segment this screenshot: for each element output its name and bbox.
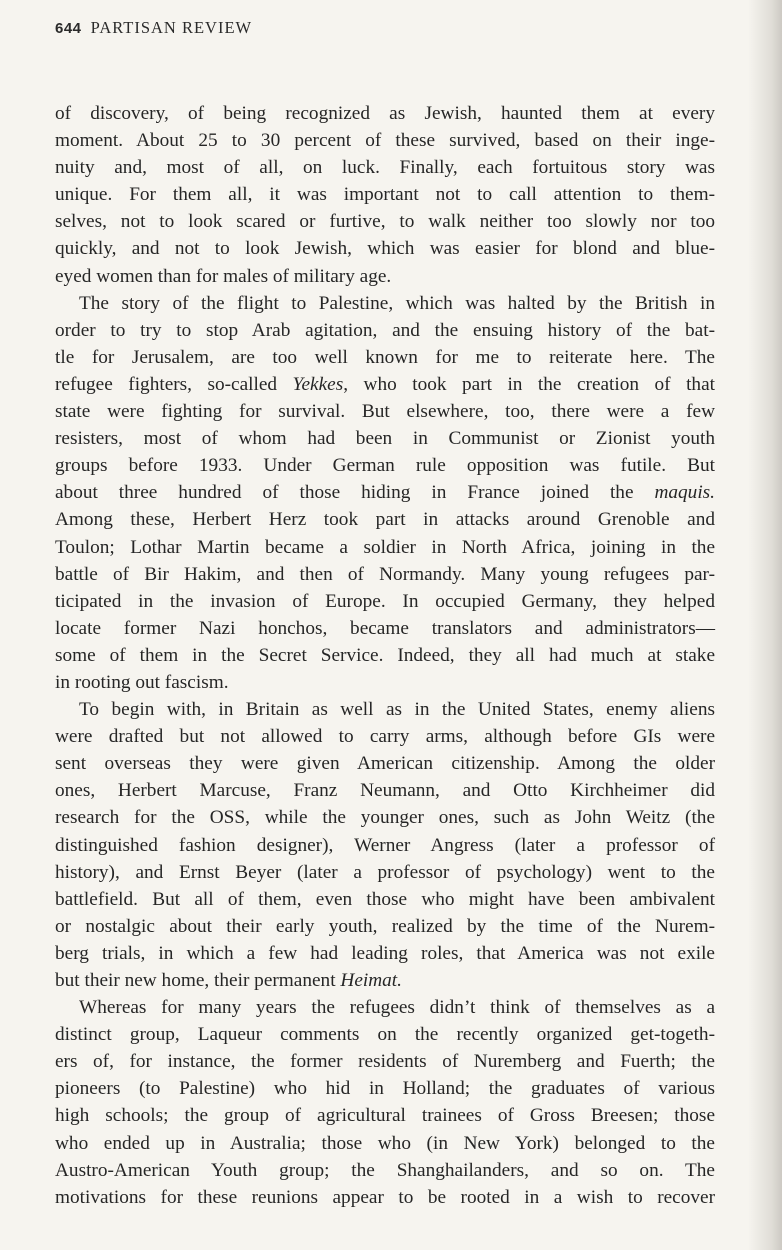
text-line	[55, 452, 715, 479]
text-line	[55, 967, 715, 994]
text-line	[55, 561, 715, 588]
text-line	[55, 696, 715, 723]
text-line	[55, 235, 715, 262]
text-line	[55, 371, 715, 398]
text-line	[55, 940, 715, 967]
text-run: motivations for these reunions appear to be rooted in a wish to recover	[55, 1186, 715, 1208]
text-run: order to try to stop Arab agitation, and the ensuing history of the bat-	[55, 319, 715, 341]
text-run: distinguished fashion designer), Werner Angress (later a professor of	[55, 834, 715, 856]
text-run: battlefield. But all of them, even those who might have been ambivalent	[55, 888, 715, 910]
text-line	[55, 669, 715, 696]
text-line	[55, 263, 715, 290]
paragraph	[55, 994, 715, 1211]
text-run: Austro-American Youth group; the Shanghailanders, and so on. The	[55, 1159, 715, 1181]
italic-term: maquis.	[654, 482, 715, 504]
text-run: The story of the flight to Palestine, which was halted by the British in	[79, 292, 715, 314]
text-run: about three hundred of those hiding in France joined the	[55, 482, 655, 504]
text-run: ers of, for instance, the former residents of Nuremberg and Fuerth; the	[55, 1051, 715, 1073]
text-line	[55, 1130, 715, 1157]
text-run: some of them in the Secret Service. Indeed, they all had much at stake	[55, 644, 715, 666]
page-number: 644	[55, 20, 82, 37]
text-run: locate former Nazi honchos, became translators and administrators—	[55, 617, 715, 639]
text-line	[55, 317, 715, 344]
article-body	[55, 100, 715, 1211]
text-line	[55, 804, 715, 831]
text-line	[55, 290, 715, 317]
text-line	[55, 832, 715, 859]
text-line	[55, 1184, 715, 1211]
text-line	[55, 398, 715, 425]
text-line	[55, 777, 715, 804]
text-run: moment. About 25 to 30 percent of these survived, based on their inge-	[55, 130, 715, 152]
text-line	[55, 1021, 715, 1048]
text-run: state were fighting for survival. But elsewhere, too, there were a few	[55, 401, 715, 423]
text-line	[55, 886, 715, 913]
text-line	[55, 1075, 715, 1102]
text-run: or nostalgic about their early youth, realized by the time of the Nurem-	[55, 915, 715, 937]
text-run: eyed women than for males of military age.	[55, 265, 392, 287]
text-run: unique. For them all, it was important not to call attention to them-	[55, 184, 715, 206]
text-run: tle for Jerusalem, are too well known for me to reiterate here. The	[55, 346, 715, 368]
text-run: , who took part in the creation of that	[343, 373, 715, 395]
text-line	[55, 534, 715, 561]
text-line	[55, 479, 715, 506]
text-run: nuity and, most of all, on luck. Finally, each fortuitous story was	[55, 157, 715, 179]
text-line	[55, 181, 715, 208]
running-header	[55, 18, 252, 38]
text-run: berg trials, in which a few had leading roles, that America was not exile	[55, 942, 715, 964]
page-gutter-shadow	[748, 0, 782, 1250]
text-line	[55, 723, 715, 750]
italic-term: Yekkes	[292, 373, 344, 395]
text-run: To begin with, in Britain as well as in the United States, enemy aliens	[79, 699, 715, 721]
text-line	[55, 100, 715, 127]
text-line	[55, 859, 715, 886]
text-line	[55, 642, 715, 669]
text-run: research for the OSS, while the younger ones, such as John Weitz (the	[55, 807, 715, 829]
text-line	[55, 127, 715, 154]
text-run: history), and Ernst Beyer (later a professor of psychology) went to the	[55, 861, 715, 883]
text-line	[55, 913, 715, 940]
text-run: were drafted but not allowed to carry arms, although before GIs were	[55, 726, 715, 748]
text-line	[55, 425, 715, 452]
paragraph	[55, 290, 715, 696]
text-run: high schools; the group of agricultural trainees of Gross Breesen; those	[55, 1105, 715, 1127]
text-run: resisters, most of whom had been in Communist or Zionist youth	[55, 428, 715, 450]
text-run: ones, Herbert Marcuse, Franz Neumann, and Otto Kirchheimer did	[55, 780, 715, 802]
text-line	[55, 750, 715, 777]
text-line	[55, 1157, 715, 1184]
text-line	[55, 208, 715, 235]
text-run: battle of Bir Hakim, and then of Normandy. Many young refugees par-	[55, 563, 715, 585]
text-run: Among these, Herbert Herz took part in attacks around Grenoble and	[55, 509, 715, 531]
text-run: Toulon; Lothar Martin became a soldier in North Africa, joining in the	[55, 536, 715, 558]
text-run: in rooting out fascism.	[55, 671, 229, 693]
text-line	[55, 994, 715, 1021]
text-line	[55, 615, 715, 642]
text-run: ticipated in the invasion of Europe. In occupied Germany, they helped	[55, 590, 715, 612]
text-line	[55, 154, 715, 181]
text-line	[55, 588, 715, 615]
text-run: selves, not to look scared or furtive, to walk neither too slowly nor too	[55, 211, 715, 233]
text-run: quickly, and not to look Jewish, which was easier for blond and blue-	[55, 238, 715, 260]
text-run: but their new home, their permanent	[55, 970, 341, 991]
text-run: sent overseas they were given American citizenship. Among the older	[55, 753, 715, 775]
italic-term: Heimat.	[340, 970, 402, 991]
text-run: pioneers (to Palestine) who hid in Holland; the graduates of various	[55, 1078, 715, 1100]
text-run: distinct group, Laqueur comments on the recently organized get-togeth-	[55, 1024, 715, 1046]
journal-title: PARTISAN REVIEW	[90, 18, 253, 37]
text-run: groups before 1933. Under German rule opposition was futile. But	[55, 455, 715, 477]
text-line	[55, 1048, 715, 1075]
text-line	[55, 344, 715, 371]
text-run: refugee fighters, so-called	[55, 373, 293, 395]
paragraph	[55, 696, 715, 994]
text-run: who ended up in Australia; those who (in New York) belonged to the	[55, 1132, 715, 1154]
text-run: Whereas for many years the refugees didn’t think of themselves as a	[79, 997, 715, 1019]
text-line	[55, 1102, 715, 1129]
text-line	[55, 506, 715, 533]
text-run: of discovery, of being recognized as Jewish, haunted them at every	[55, 103, 715, 124]
paragraph	[55, 100, 715, 290]
